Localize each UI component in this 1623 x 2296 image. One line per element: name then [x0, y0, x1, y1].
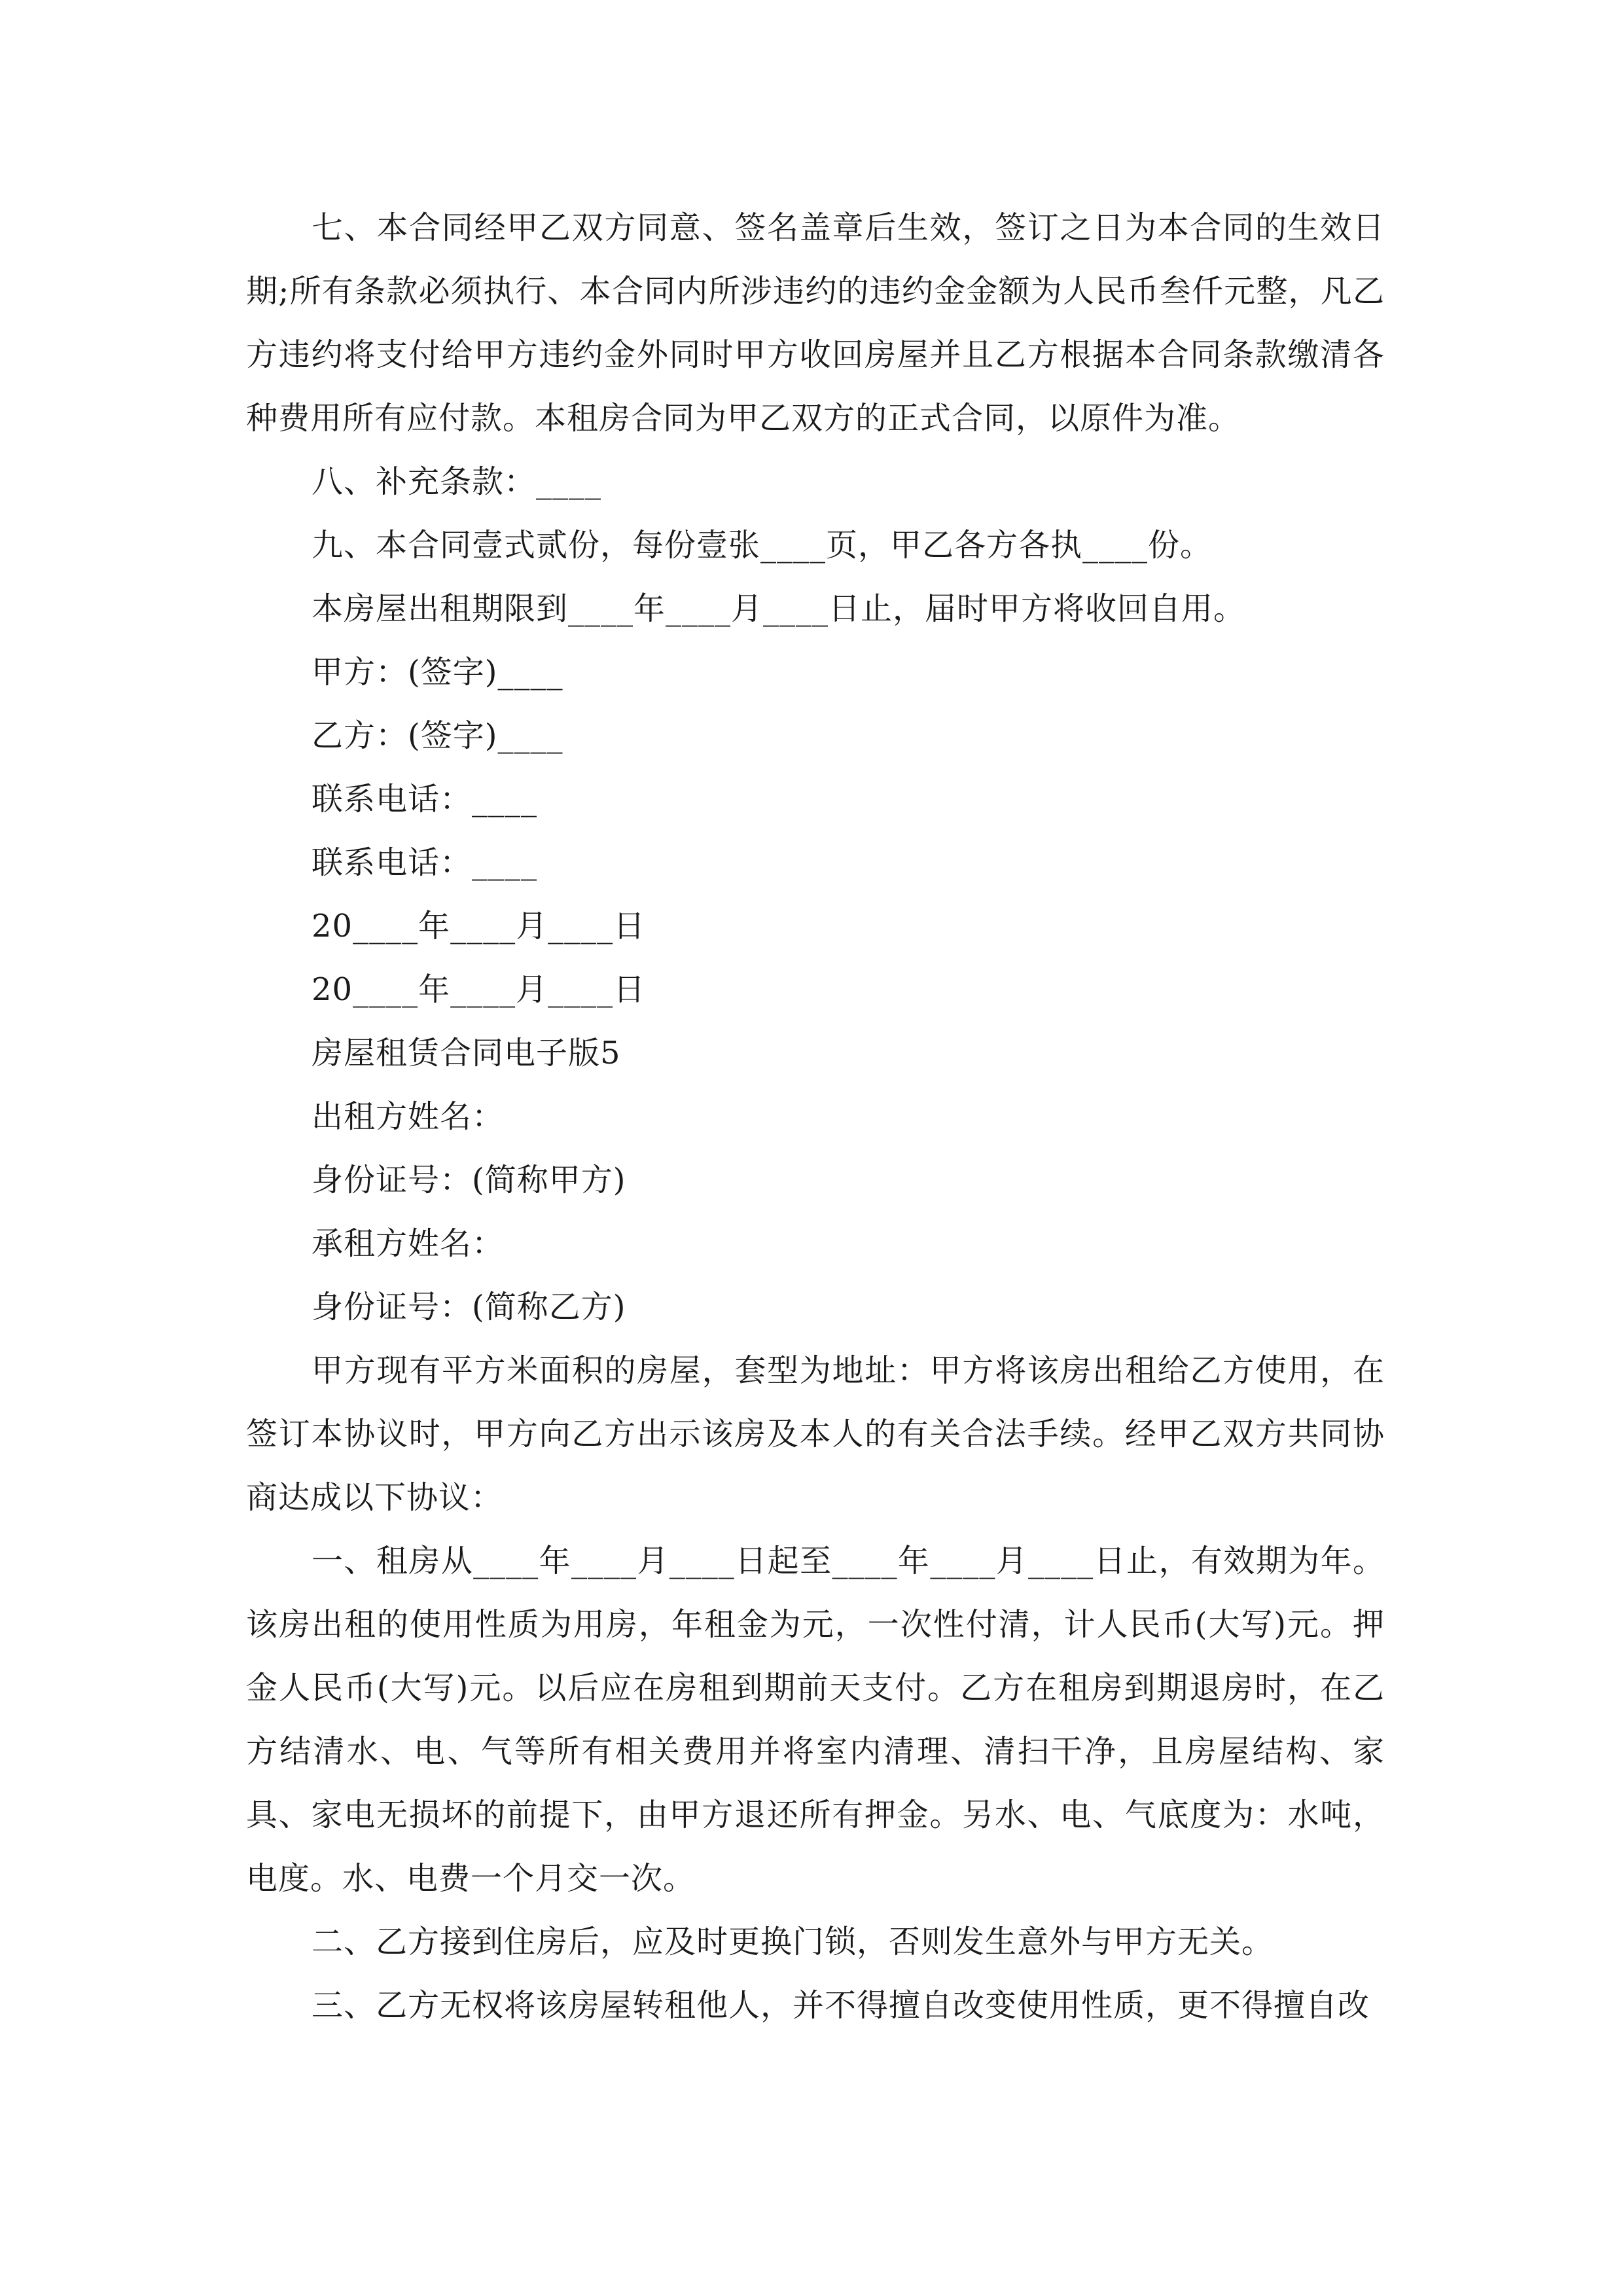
paragraph-clause-3: 三、乙方无权将该房屋转租他人，并不得擅自改变使用性质，更不得擅自改 — [312, 1987, 1370, 2024]
party-b-signature: 乙方：(签字)____ — [312, 717, 563, 754]
paragraph-clause-2: 二、乙方接到住房后，应及时更换门锁，否则发生意外与甲方无关。 — [312, 1924, 1274, 1960]
lessee-name: 承租方姓名： — [312, 1225, 505, 1262]
paragraph-preamble: 甲方现有平方米面积的房屋，套型为地址：甲方将该房出租给乙方使用，在签订本协议时，甲方向乙方出示该房及本人的有关合法手续。经甲乙双方共同协商达成以下协议： — [246, 1352, 1385, 1516]
lessee-id: 身份证号：(简称乙方) — [312, 1289, 626, 1325]
paragraph-term-end: 本房屋出租期限到____年____月____日止，届时甲方将收回自用。 — [312, 590, 1246, 627]
paragraph-clause-8: 八、补充条款：____ — [312, 463, 602, 500]
paragraph-clause-7: 七、本合同经甲乙双方同意、签名盖章后生效，签订之日为本合同的生效日期;所有条款必须执行、本合同内所涉违约的违约金金额为人民币叁仟元整，凡乙方违约将支付给甲方违约金外同时甲方收回房屋并且乙方根据本合同条款缴清各种费用所有应付款。本租房合同为甲乙双方的正式合同，以原件为准。 — [246, 209, 1385, 437]
paragraph-clause-1: 一、租房从____年____月____日起至____年____月____日止，有效期为年。该房出租的使用性质为用房，年租金为元，一次性付清，计人民币(大写)元。押金人民币(大写)元。以后应在房租到期前天支付。乙方在租房到期退房时，在乙方结清水、电、气等所有相关费用并将室内清理、清扫干净，且房屋结构、家具、家电无损坏的前提下，由甲方退还所有押金。另水、电、气底度为：水吨，电度。水、电费一个月交一次。 — [246, 1543, 1385, 1897]
lessor-name: 出租方姓名： — [312, 1098, 505, 1135]
party-a-signature: 甲方：(签字)____ — [312, 654, 563, 691]
paragraph-clause-9: 九、本合同壹式贰份，每份壹张____页，甲乙各方各执____份。 — [312, 527, 1213, 564]
lessor-id: 身份证号：(简称甲方) — [312, 1162, 626, 1198]
section-title: 房屋租赁合同电子版5 — [312, 1035, 621, 1071]
document-body — [246, 196, 1385, 2037]
contact-phone-a: 联系电话：____ — [312, 781, 538, 817]
date-line-b: 20____年____月____日 — [312, 971, 646, 1008]
contact-phone-b: 联系电话：____ — [312, 844, 538, 881]
date-line-a: 20____年____月____日 — [312, 908, 646, 944]
